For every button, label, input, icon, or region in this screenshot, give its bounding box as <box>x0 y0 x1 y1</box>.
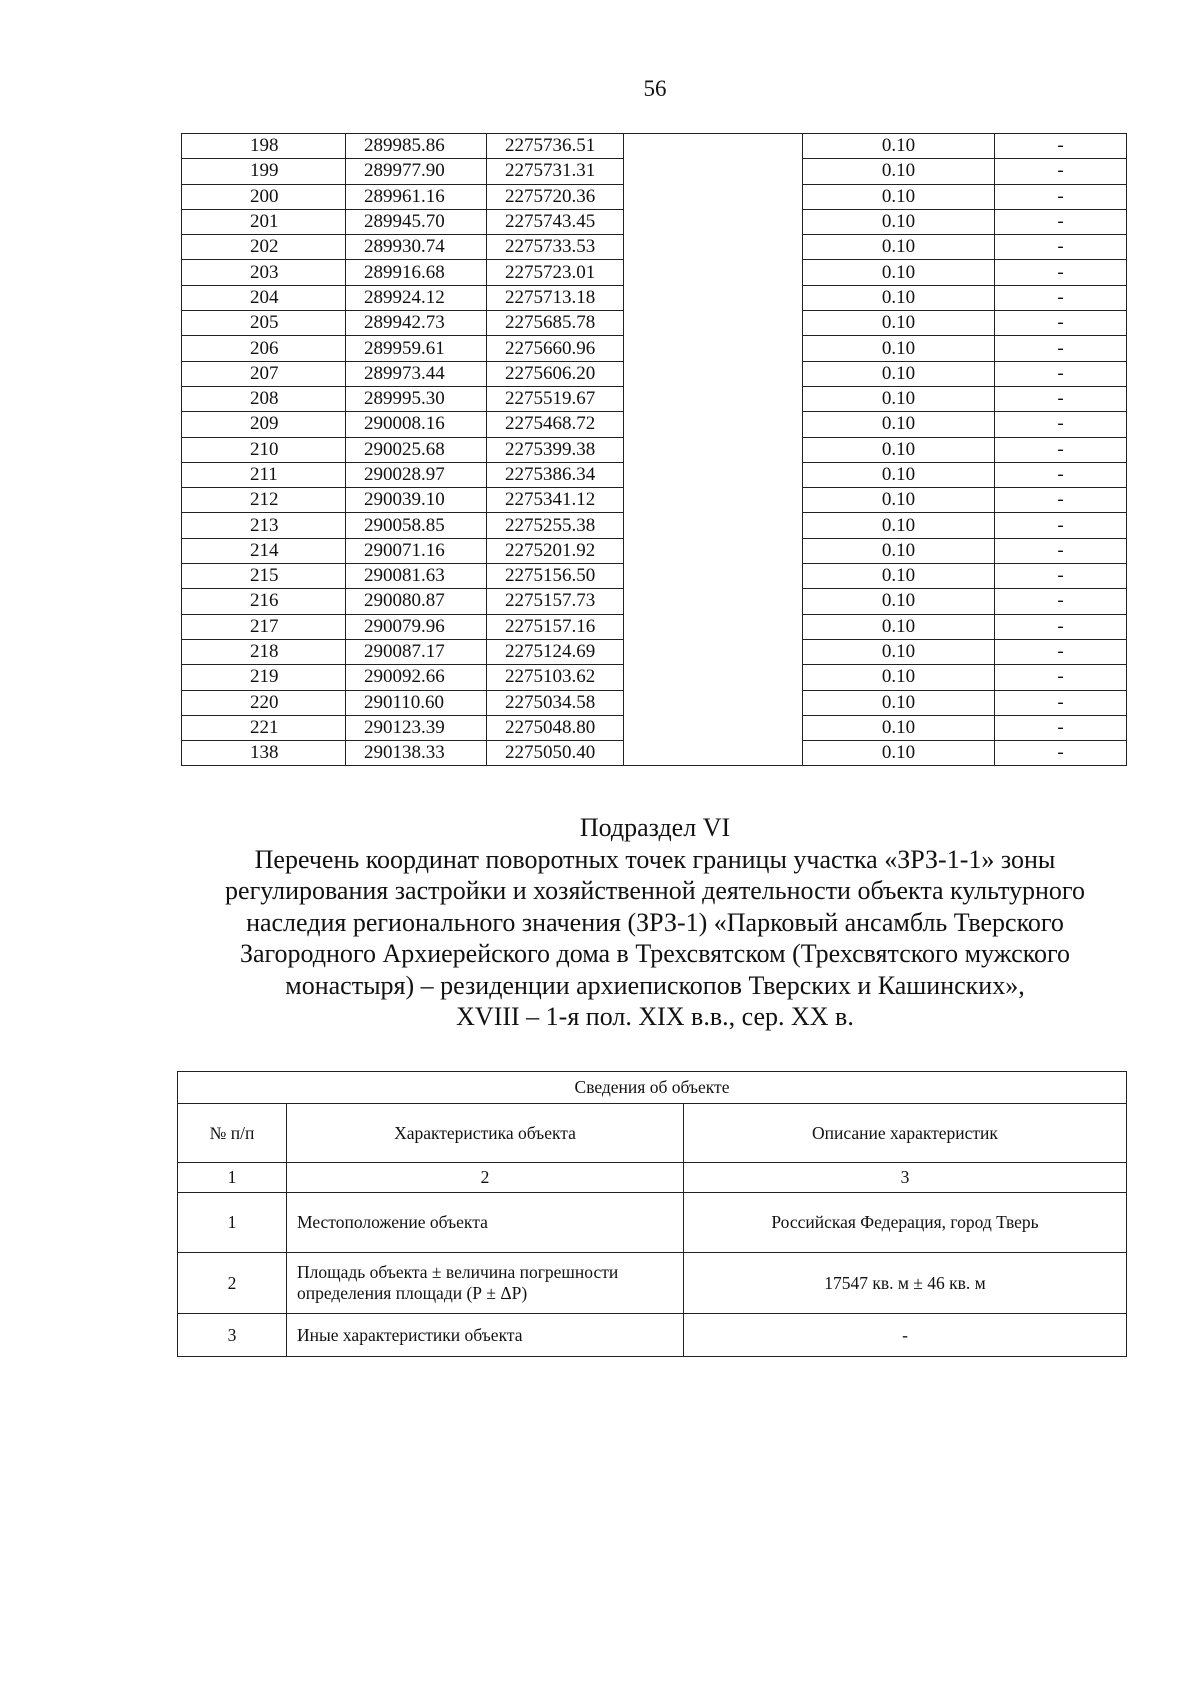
y-coordinate: 2275685.78 <box>487 311 624 336</box>
note: - <box>995 412 1127 437</box>
note: - <box>995 639 1127 664</box>
column-number: 2 <box>287 1163 684 1193</box>
accuracy: 0.10 <box>803 437 995 462</box>
note: - <box>995 285 1127 310</box>
x-coordinate: 289930.74 <box>346 235 487 260</box>
note: - <box>995 386 1127 411</box>
accuracy: 0.10 <box>803 311 995 336</box>
point-number: 206 <box>182 336 346 361</box>
accuracy: 0.10 <box>803 564 995 589</box>
x-coordinate: 290138.33 <box>346 741 487 766</box>
accuracy: 0.10 <box>803 462 995 487</box>
x-coordinate: 289942.73 <box>346 311 487 336</box>
y-coordinate: 2275156.50 <box>487 564 624 589</box>
accuracy: 0.10 <box>803 412 995 437</box>
accuracy: 0.10 <box>803 134 995 159</box>
column-header: Характеристика объекта <box>287 1104 684 1163</box>
x-coordinate: 290081.63 <box>346 564 487 589</box>
accuracy: 0.10 <box>803 589 995 614</box>
y-coordinate: 2275606.20 <box>487 361 624 386</box>
point-number: 203 <box>182 260 346 285</box>
column-header: № п/п <box>178 1104 287 1163</box>
note: - <box>995 184 1127 209</box>
point-number: 210 <box>182 437 346 462</box>
description: 17547 кв. м ± 46 кв. м <box>684 1253 1127 1314</box>
x-coordinate: 289916.68 <box>346 260 487 285</box>
note: - <box>995 564 1127 589</box>
note: - <box>995 538 1127 563</box>
note: - <box>995 589 1127 614</box>
accuracy: 0.10 <box>803 260 995 285</box>
accuracy: 0.10 <box>803 336 995 361</box>
x-coordinate: 290123.39 <box>346 715 487 740</box>
y-coordinate: 2275050.40 <box>487 741 624 766</box>
point-number: 199 <box>182 159 346 184</box>
note: - <box>995 311 1127 336</box>
note: - <box>995 260 1127 285</box>
y-coordinate: 2275736.51 <box>487 134 624 159</box>
section-title-line: Загородного Архиерейского дома в Трехсвятском (Трехсвятского мужского <box>239 939 1071 968</box>
section-title-line: регулирования застройки и хозяйственной деятельности объекта культурного <box>225 876 1085 905</box>
y-coordinate: 2275157.73 <box>487 589 624 614</box>
x-coordinate: 289973.44 <box>346 361 487 386</box>
note: - <box>995 134 1127 159</box>
y-coordinate: 2275733.53 <box>487 235 624 260</box>
point-number: 200 <box>182 184 346 209</box>
note: - <box>995 336 1127 361</box>
y-coordinate: 2275713.18 <box>487 285 624 310</box>
x-coordinate: 290080.87 <box>346 589 487 614</box>
note: - <box>995 690 1127 715</box>
table-caption: Сведения об объекте <box>178 1072 1127 1104</box>
y-coordinate: 2275720.36 <box>487 184 624 209</box>
point-number: 216 <box>182 589 346 614</box>
point-number: 212 <box>182 488 346 513</box>
y-coordinate: 2275468.72 <box>487 412 624 437</box>
point-number: 218 <box>182 639 346 664</box>
x-coordinate: 290087.17 <box>346 639 487 664</box>
point-number: 204 <box>182 285 346 310</box>
accuracy: 0.10 <box>803 690 995 715</box>
accuracy: 0.10 <box>803 209 995 234</box>
column-number: 3 <box>684 1163 1127 1193</box>
y-coordinate: 2275103.62 <box>487 665 624 690</box>
note: - <box>995 361 1127 386</box>
point-number: 198 <box>182 134 346 159</box>
point-number: 207 <box>182 361 346 386</box>
y-coordinate: 2275519.67 <box>487 386 624 411</box>
table-row <box>178 1253 1127 1314</box>
point-number: 219 <box>182 665 346 690</box>
accuracy: 0.10 <box>803 741 995 766</box>
x-coordinate: 290110.60 <box>346 690 487 715</box>
note: - <box>995 209 1127 234</box>
section-title-line: наследия регионального значения (ЗРЗ-1) «Парковый ансамбль Тверского <box>246 907 1064 937</box>
characteristic: Местоположение объекта <box>287 1193 684 1253</box>
y-coordinate: 2275743.45 <box>487 209 624 234</box>
point-number: 215 <box>182 564 346 589</box>
row-number: 1 <box>178 1193 287 1253</box>
point-number: 211 <box>182 462 346 487</box>
accuracy: 0.10 <box>803 513 995 538</box>
description: Российская Федерация, город Тверь <box>684 1193 1127 1253</box>
point-number: 214 <box>182 538 346 563</box>
row-number: 2 <box>178 1253 287 1314</box>
x-coordinate: 290079.96 <box>346 614 487 639</box>
note: - <box>995 437 1127 462</box>
point-number: 220 <box>182 690 346 715</box>
point-number: 217 <box>182 614 346 639</box>
note: - <box>995 513 1127 538</box>
note: - <box>995 715 1127 740</box>
x-coordinate: 290025.68 <box>346 437 487 462</box>
accuracy: 0.10 <box>803 665 995 690</box>
object-info-table <box>177 1071 1127 1357</box>
characteristic: Иные характеристики объекта <box>287 1314 684 1357</box>
point-number: 208 <box>182 386 346 411</box>
y-coordinate: 2275660.96 <box>487 336 624 361</box>
y-coordinate: 2275723.01 <box>487 260 624 285</box>
row-number: 3 <box>178 1314 287 1357</box>
accuracy: 0.10 <box>803 488 995 513</box>
characteristic: Площадь объекта ± величина погрешности определения площади (Р ± ΔР) <box>287 1253 684 1314</box>
x-coordinate: 290071.16 <box>346 538 487 563</box>
y-coordinate: 2275731.31 <box>487 159 624 184</box>
table-row <box>182 134 1127 159</box>
y-coordinate: 2275386.34 <box>487 462 624 487</box>
table-row <box>178 1314 1127 1357</box>
x-coordinate: 290028.97 <box>346 462 487 487</box>
x-coordinate: 290092.66 <box>346 665 487 690</box>
description: - <box>684 1314 1127 1357</box>
point-number: 221 <box>182 715 346 740</box>
point-number: 209 <box>182 412 346 437</box>
x-coordinate: 289924.12 <box>346 285 487 310</box>
accuracy: 0.10 <box>803 538 995 563</box>
x-coordinate: 289945.70 <box>346 209 487 234</box>
empty-merged-cell <box>624 134 803 766</box>
y-coordinate: 2275034.58 <box>487 690 624 715</box>
y-coordinate: 2275201.92 <box>487 538 624 563</box>
x-coordinate: 290039.10 <box>346 488 487 513</box>
point-number: 213 <box>182 513 346 538</box>
note: - <box>995 665 1127 690</box>
y-coordinate: 2275341.12 <box>487 488 624 513</box>
accuracy: 0.10 <box>803 639 995 664</box>
y-coordinate: 2275255.38 <box>487 513 624 538</box>
x-coordinate: 289977.90 <box>346 159 487 184</box>
x-coordinate: 289985.86 <box>346 134 487 159</box>
y-coordinate: 2275399.38 <box>487 437 624 462</box>
accuracy: 0.10 <box>803 386 995 411</box>
point-number: 138 <box>182 741 346 766</box>
accuracy: 0.10 <box>803 715 995 740</box>
accuracy: 0.10 <box>803 361 995 386</box>
y-coordinate: 2275157.16 <box>487 614 624 639</box>
note: - <box>995 235 1127 260</box>
y-coordinate: 2275048.80 <box>487 715 624 740</box>
accuracy: 0.10 <box>803 614 995 639</box>
point-number: 201 <box>182 209 346 234</box>
accuracy: 0.10 <box>803 184 995 209</box>
coordinates-table <box>181 133 1127 766</box>
y-coordinate: 2275124.69 <box>487 639 624 664</box>
accuracy: 0.10 <box>803 285 995 310</box>
section-title-line: Перечень координат поворотных точек границы участка «ЗРЗ-1-1» зоны <box>254 844 1056 874</box>
x-coordinate: 289959.61 <box>346 336 487 361</box>
x-coordinate: 290008.16 <box>346 412 487 437</box>
accuracy: 0.10 <box>803 159 995 184</box>
x-coordinate: 290058.85 <box>346 513 487 538</box>
accuracy: 0.10 <box>803 235 995 260</box>
section-title-line: XVIII – 1-я пол. XIX в.в., сер. XX в. <box>456 1002 854 1031</box>
note: - <box>995 741 1127 766</box>
point-number: 205 <box>182 311 346 336</box>
section-heading <box>0 812 1200 1033</box>
table-row <box>178 1193 1127 1253</box>
note: - <box>995 614 1127 639</box>
x-coordinate: 289961.16 <box>346 184 487 209</box>
x-coordinate: 289995.30 <box>346 386 487 411</box>
note: - <box>995 159 1127 184</box>
section-subtitle: Подраздел VI <box>579 813 731 842</box>
page-number: 56 <box>643 76 667 101</box>
point-number: 202 <box>182 235 346 260</box>
column-header: Описание характеристик <box>684 1104 1127 1163</box>
note: - <box>995 462 1127 487</box>
section-title-line: монастыря) – резиденции архиепископов Тверских и Кашинских», <box>285 970 1025 1000</box>
note: - <box>995 488 1127 513</box>
column-number: 1 <box>178 1163 287 1193</box>
